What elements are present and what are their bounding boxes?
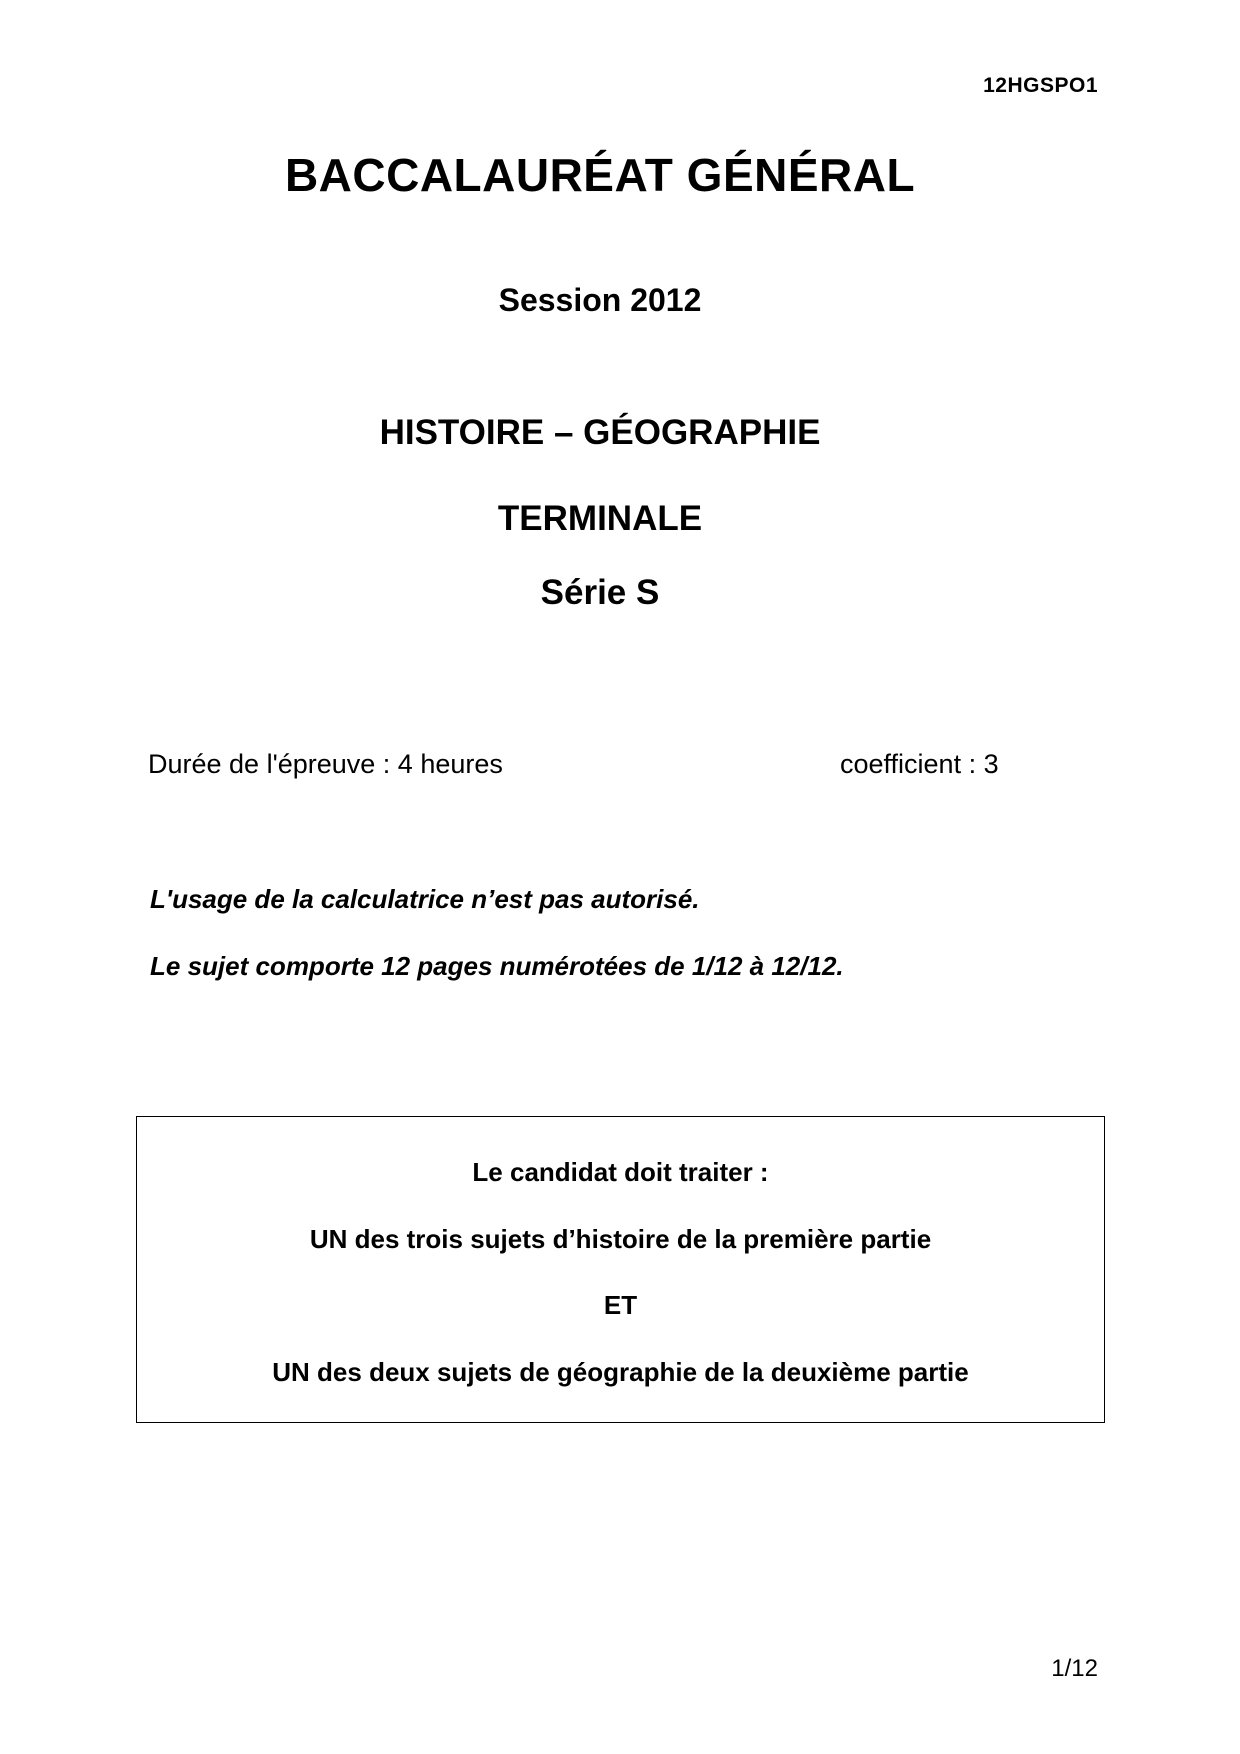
page-number: 1/12 <box>1051 1655 1098 1682</box>
main-title: BACCALAURÉAT GÉNÉRAL <box>284 149 916 201</box>
instructions-conjunction: ET <box>603 1290 638 1320</box>
exam-duration: Durée de l'épreuve : 4 heures <box>148 749 503 779</box>
session-year: Session 2012 <box>498 282 702 318</box>
instructions-history: UN des trois sujets d’histoire de la première partie <box>309 1224 932 1254</box>
instructions-box <box>136 1116 1105 1423</box>
instructions-geography: UN des deux sujets de géographie de la deuxième partie <box>272 1357 969 1387</box>
instructions-lead: Le candidat doit traiter : <box>472 1157 769 1187</box>
document-code: 12HGSPO1 <box>983 74 1098 97</box>
series-title: Série S <box>540 573 660 612</box>
exam-coefficient: coefficient : 3 <box>840 749 999 779</box>
pages-note: Le sujet comporte 12 pages numérotées de 1/12 à 12/12. <box>150 951 844 981</box>
calculator-note: L'usage de la calculatrice n’est pas autorisé. <box>150 884 700 914</box>
level-title: TERMINALE <box>497 499 703 538</box>
subject-title: HISTOIRE – GÉOGRAPHIE <box>379 413 821 452</box>
